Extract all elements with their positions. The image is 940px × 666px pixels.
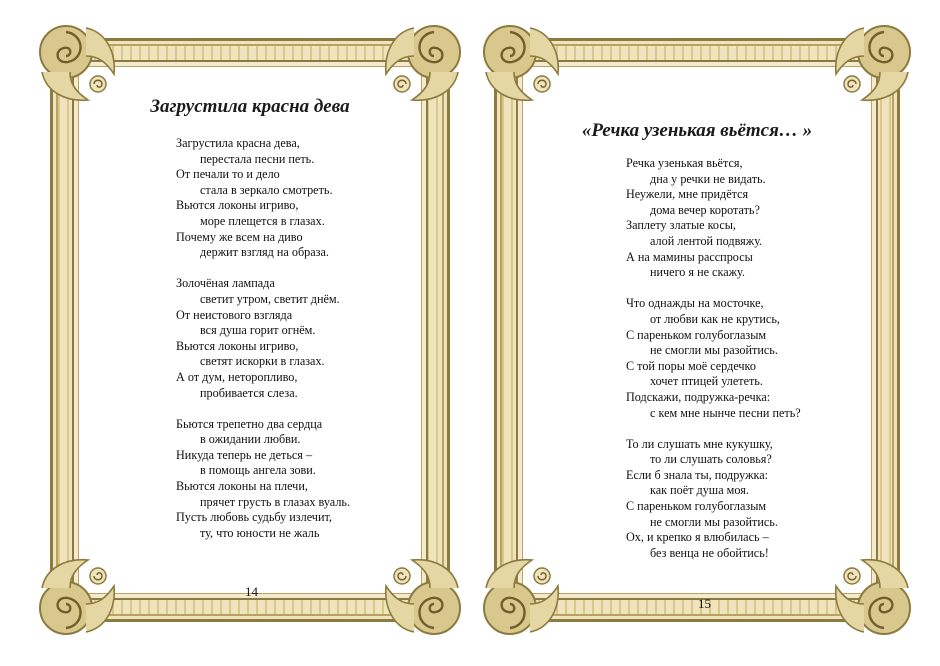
stanza	[176, 136, 350, 261]
verse-line: Никуда теперь не деться –	[176, 447, 313, 462]
right-page	[484, 28, 910, 632]
page-number: 15	[698, 596, 711, 611]
verse-line: хочет птицей улететь.	[650, 374, 763, 389]
verse-line: Неужели, мне придётся	[626, 187, 749, 202]
verse-line: то ли слушать соловья?	[650, 452, 772, 467]
verse-line: То ли слушать мне кукушку,	[626, 436, 773, 451]
poem-verse	[626, 156, 801, 577]
left-page	[40, 28, 460, 632]
stanza	[176, 417, 350, 542]
verse-line: светит утром, светит днём.	[200, 291, 340, 306]
verse-line: перестала песни петь.	[200, 151, 315, 166]
page-number: 14	[245, 584, 258, 599]
verse-line: От печали то и дело	[176, 167, 280, 182]
verse-line: держит взгляд на образа.	[200, 245, 329, 260]
poem-verse	[176, 136, 350, 557]
verse-line: Если б знала ты, подружка:	[626, 467, 769, 482]
verse-line: дома вечер коротать?	[650, 202, 760, 217]
poem-title: Загрустила красна дева	[150, 96, 350, 117]
verse-line: Подскажи, подружка-речка:	[626, 389, 771, 404]
stanza	[176, 276, 350, 401]
verse-line: море плещется в глазах.	[200, 213, 325, 228]
verse-line: как поёт душа моя.	[650, 483, 749, 498]
verse-line: Вьются локоны игриво,	[176, 338, 299, 353]
verse-line: Пусть любовь судьбу излечит,	[176, 510, 332, 525]
verse-line: от любви как не крутись,	[650, 311, 780, 326]
verse-line: Речка узенькая вьётся,	[626, 156, 743, 170]
verse-line: светят искорки в глазах.	[200, 354, 325, 369]
verse-line: алой лентой подвяжу.	[650, 233, 763, 248]
verse-line: Почему же всем на диво	[176, 229, 303, 244]
verse-line: С пареньком голубоглазым	[626, 499, 767, 514]
verse-line: не смогли мы разойтись.	[650, 343, 778, 358]
verse-line: в помощь ангела зови.	[200, 463, 316, 478]
verse-line: Вьются локоны игриво,	[176, 198, 299, 213]
verse-line: вся душа горит огнём.	[200, 323, 316, 338]
verse-line: ту, что юности не жаль	[200, 525, 320, 540]
verse-line: Загрустила красна дева,	[176, 136, 300, 150]
verse-line: стала в зеркало смотреть.	[200, 182, 333, 197]
verse-line: С пареньком голубоглазым	[626, 327, 767, 342]
stanza	[626, 437, 801, 562]
verse-line: не смогли мы разойтись.	[650, 514, 778, 529]
verse-line: А от дум, неторопливо,	[176, 369, 298, 384]
verse-line: Что однажды на мосточке,	[626, 296, 764, 311]
verse-line: без венца не обойтись!	[650, 545, 769, 560]
verse-line: Заплету златые косы,	[626, 218, 736, 233]
verse-line: с кем мне нынче песни петь?	[650, 405, 801, 420]
stanza	[626, 156, 801, 281]
verse-line: дна у речки не видать.	[650, 171, 766, 186]
stanza	[626, 296, 801, 421]
verse-line: А на мамины расспросы	[626, 249, 753, 264]
verse-line: в ожидании любви.	[200, 432, 301, 447]
verse-line: ничего я не скажу.	[650, 265, 745, 280]
verse-line: Бьются трепетно два сердца	[176, 416, 323, 431]
verse-line: пробивается слеза.	[200, 385, 298, 400]
poem-title: «Речка узенькая вьётся… »	[581, 120, 813, 141]
verse-line: Вьются локоны на плечи,	[176, 479, 308, 494]
verse-line: Золочёная лампада	[176, 276, 275, 291]
verse-line: С той поры моё сердечко	[626, 358, 756, 373]
verse-line: прячет грусть в глазах вуаль.	[200, 494, 351, 509]
verse-line: Ох, и крепко я влюбилась –	[626, 530, 769, 545]
verse-line: От неистового взгляда	[176, 307, 293, 322]
